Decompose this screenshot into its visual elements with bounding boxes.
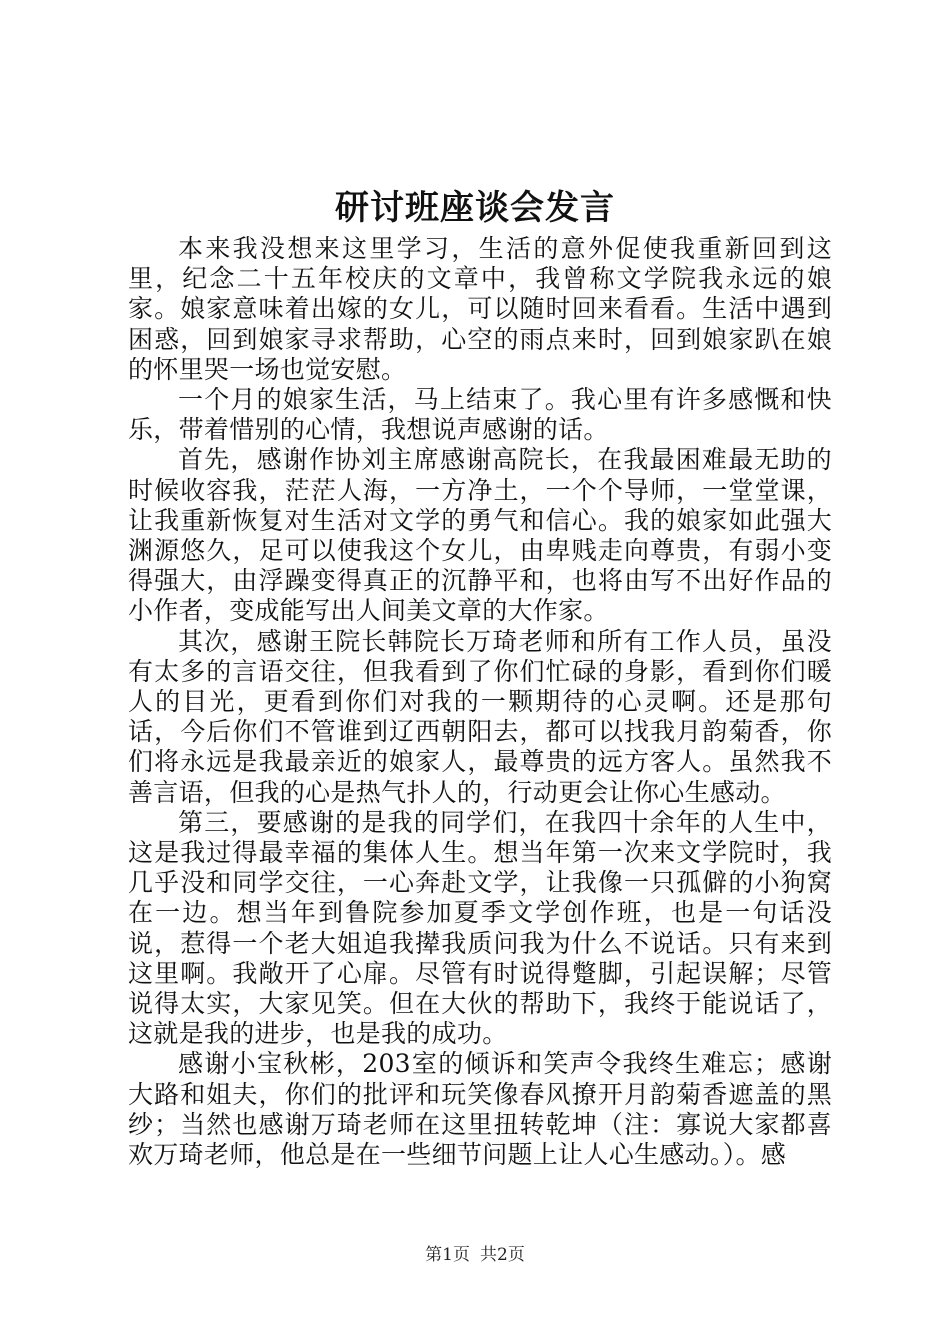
page-footer: [0, 1243, 950, 1267]
page-number-current: 第1页: [425, 1245, 470, 1265]
paragraph: 第三，要感谢的是我的同学们，在我四十余年的人生中，这是我过得最幸福的集体人生。想当年第一次来文学院时，我几乎没和同学交往，一心奔赴文学，让我像一只孤僻的小狗窝在一边。想当年到鲁院参加夏季文学创作班，也是一句话没说，惹得一个老大姐追我撵我质问我为什么不说话。只有来到这里啊。我敞开了心扉。尽管有时说得蹩脚，引起误解；尽管说得太实，大家见笑。但在大伙的帮助下，我终于能说话了，这就是我的进步，也是我的成功。: [128, 807, 832, 1049]
paragraph: 本来我没想来这里学习，生活的意外促使我重新回到这里，纪念二十五年校庆的文章中，我曾称文学院我永远的娘家。娘家意味着出嫁的女儿，可以随时回来看看。生活中遇到困惑，回到娘家寻求帮助，心空的雨点来时，回到娘家趴在娘的怀里哭一场也觉安慰。: [128, 234, 832, 384]
paragraph: 首先，感谢作协刘主席感谢高院长，在我最困难最无助的时候收容我，茫茫人海，一方净土，一个个导师，一堂堂课，让我重新恢复对生活对文学的勇气和信心。我的娘家如此强大渊源悠久，足可以使我这个女儿，由卑贱走向尊贵，有弱小变得强大，由浮躁变得真正的沉静平和，也将由写不出好作品的小作者，变成能写出人间美文章的大作家。: [128, 445, 832, 626]
document-body: [128, 234, 832, 1170]
paragraph: 感谢小宝秋彬，203室的倾诉和笑声令我终生难忘；感谢大路和姐夫，你们的批评和玩笑像春风撩开月韵菊香遮盖的黑纱；当然也感谢万琦老师在这里扭转乾坤（注：寡说大家都喜欢万琦老师，他总是在一些细节问题上让人心生感动。）。感: [128, 1049, 832, 1170]
page-number-total: 共2页: [480, 1245, 525, 1265]
document-title: 研讨班座谈会发言: [335, 188, 615, 228]
paragraph: 其次，感谢王院长韩院长万琦老师和所有工作人员，虽没有太多的言语交往，但我看到了你们忙碌的身影，看到你们暖人的目光，更看到你们对我的一颗期待的心灵啊。还是那句话，今后你们不管谁到辽西朝阳去，都可以找我月韵菊香，你们将永远是我最亲近的娘家人，最尊贵的远方客人。虽然我不善言语，但我的心是热气扑人的，行动更会让你心生感动。: [128, 626, 832, 807]
paragraph: 一个月的娘家生活，马上结束了。我心里有许多感慨和快乐，带着惜别的心情，我想说声感谢的话。: [128, 385, 832, 445]
